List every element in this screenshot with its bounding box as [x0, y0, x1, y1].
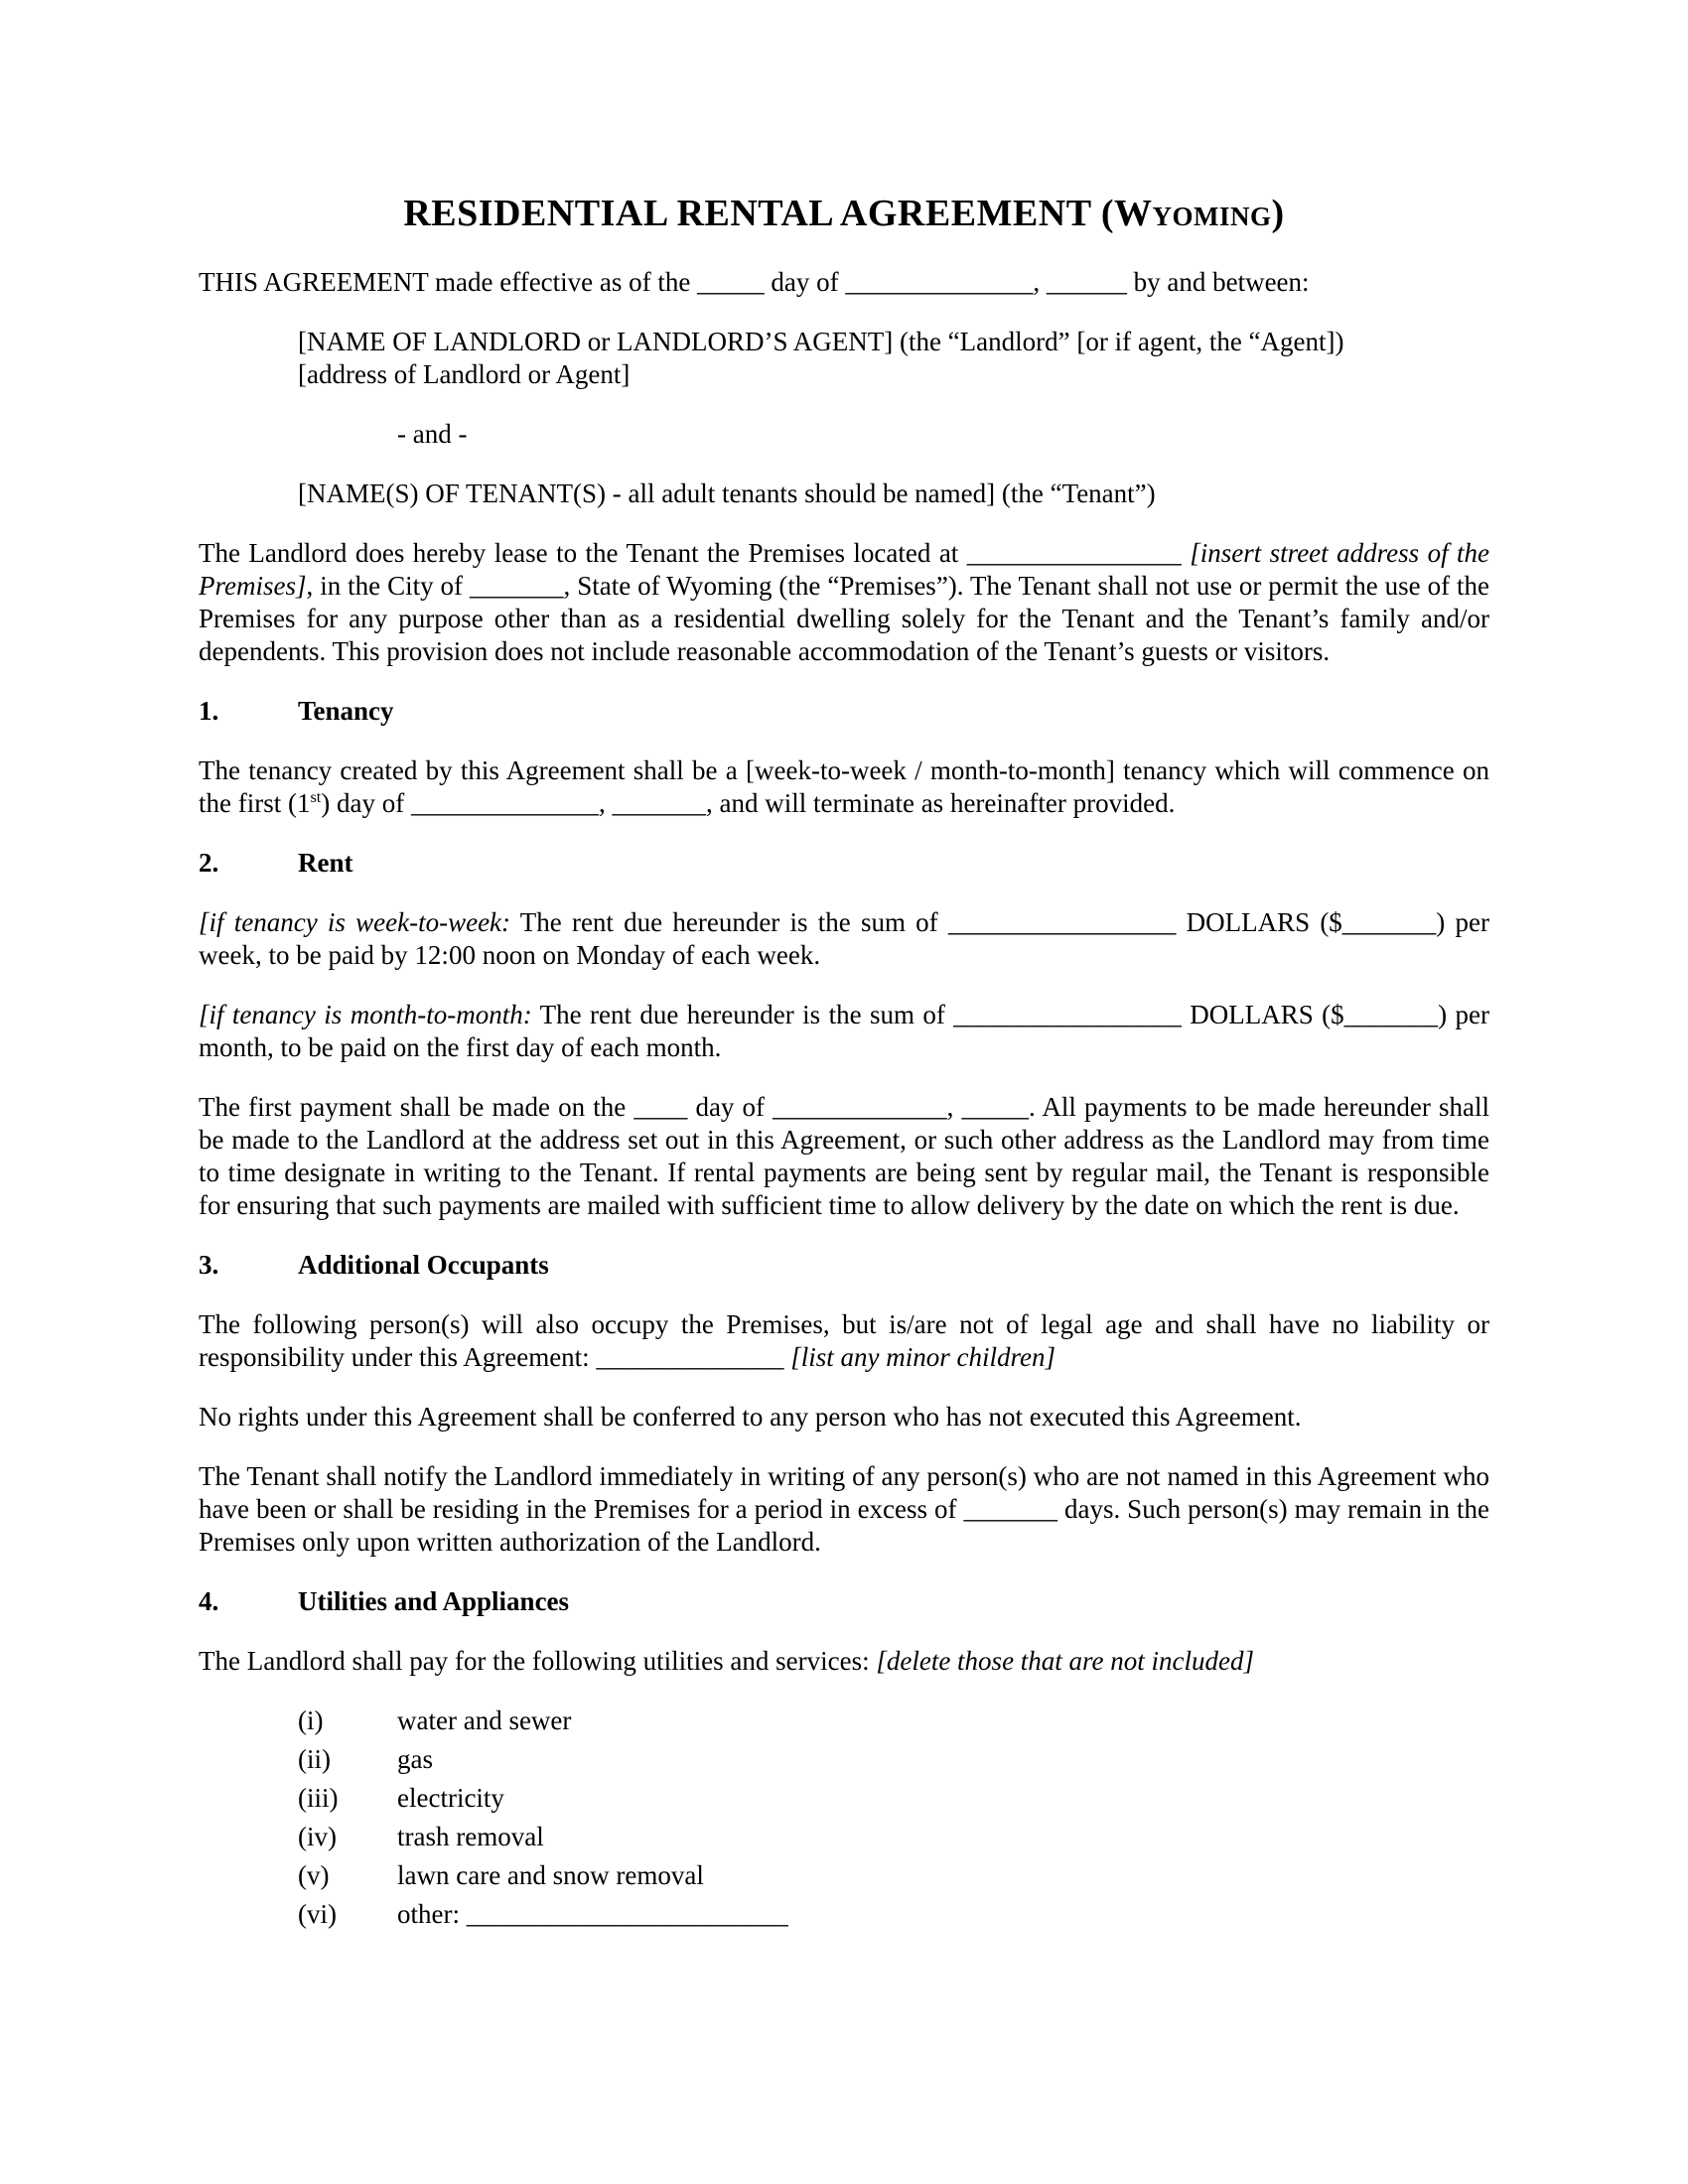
list-item-number: (ii) — [298, 1744, 331, 1774]
document-paragraph — [199, 999, 1489, 1064]
section-title: Tenancy — [298, 696, 394, 726]
section-title: Utilities and Appliances — [298, 1586, 570, 1616]
text-run: The Tenant shall notify the Landlord immediately in writing of any person(s) who are not named in this Agreement who have been or shall be residing in the Premises for a period in excess of _______ days. Such person(s) may remain in the Premises only upon written authorization of the Landlord. — [199, 1461, 1489, 1557]
document-paragraph — [298, 478, 1489, 510]
text-run: The rent due hereunder is the sum of _________________ DOLLARS ($_______) per month, to be paid on the first day of each month. — [199, 1000, 1490, 1062]
section-title: Rent — [298, 848, 353, 878]
list-item-text — [397, 1705, 571, 1737]
text-run: - and - — [397, 419, 468, 449]
text-run: The Landlord shall pay for the following utilities and services: — [199, 1646, 877, 1676]
text-run: The first payment shall be made on the ____ day of _____________, _____. All payments to be made hereunder shall be made to the Landlord at the address set out in this Agreement, or such other address as the Landlord may from time to time designate in writing to the Tenant. If rental payments are being sent by regular mail, the Tenant is responsible for ensuring that such payments are mailed with sufficient time to allow delivery by the date on which the rent is due. — [199, 1092, 1489, 1220]
text-run: [address of Landlord or Agent] — [298, 359, 631, 389]
title-prefix: RESIDENTIAL RENTAL AGREEMENT ( — [403, 193, 1115, 234]
utility-list-item — [298, 1705, 1489, 1737]
section-number: 1. — [199, 696, 219, 726]
document-paragraph — [199, 1401, 1489, 1433]
text-run: No rights under this Agreement shall be conferred to any person who has not executed this Agreement. — [199, 1402, 1302, 1432]
italic-note: [if tenancy is week-to-week: — [199, 907, 511, 937]
document-paragraph — [199, 266, 1489, 299]
document-paragraph — [199, 537, 1489, 668]
section-number: 2. — [199, 848, 219, 878]
section-heading — [199, 695, 1489, 728]
list-item-text — [397, 1782, 504, 1815]
list-item-number: (i) — [298, 1706, 324, 1735]
document-paragraph — [199, 906, 1489, 972]
text-run: [NAME OF LANDLORD or LANDLORD’S AGENT] (the “Landlord” [or if agent, the “Agent]) — [298, 327, 1344, 356]
text-run: water and sewer — [397, 1706, 572, 1735]
text-run: [NAME(S) OF TENANT(S) - all adult tenants should be named] (the “Tenant”) — [298, 478, 1156, 508]
utility-list-item — [298, 1743, 1489, 1776]
list-item-text — [397, 1743, 433, 1776]
list-item-number: (iv) — [298, 1822, 337, 1851]
text-run: The Landlord does hereby lease to the Tenant the Premises located at ________________ — [199, 538, 1191, 568]
list-item-text — [397, 1859, 704, 1892]
italic-note: [insert street address of the Premises] — [199, 538, 1490, 601]
superscript-text: st — [310, 788, 322, 806]
section-number: 3. — [199, 1250, 219, 1280]
text-run: other: ________________________ — [397, 1899, 788, 1929]
utility-list-item — [298, 1859, 1489, 1892]
document-paragraph — [199, 754, 1489, 820]
list-item-text — [397, 1821, 544, 1853]
text-run: lawn care and snow removal — [397, 1860, 704, 1890]
document-title — [199, 191, 1489, 236]
italic-note: [list any minor children] — [790, 1342, 1055, 1372]
section-heading — [199, 1249, 1489, 1282]
document-paragraph — [199, 1645, 1489, 1678]
italic-note: [if tenancy is month-to-month: — [199, 1000, 532, 1029]
text-run: The rent due hereunder is the sum of _________________ DOLLARS ($_______) per week, to be paid by 12:00 noon on Monday of each week. — [199, 907, 1489, 970]
list-item-text — [397, 1898, 788, 1931]
title-suffix: ) — [1271, 193, 1285, 234]
text-run: The tenancy created by this Agreement shall be a [week-to-week / month-to-month] tenancy which will commence on the first (1 — [199, 755, 1489, 818]
document-paragraph — [199, 1460, 1489, 1559]
list-item-number: (v) — [298, 1860, 330, 1890]
document-paragraph — [199, 1308, 1489, 1374]
text-run: , in the City of _______, State of Wyoming (the “Premises”). The Tenant shall not use or permit the use of the Premises for any purpose other than as a residential dwelling solely for the Tenant and the Tenant’s family and/or dependents. This provision does not include reasonable accommodation of the Tenant’s guests or visitors. — [199, 571, 1489, 666]
section-heading — [199, 847, 1489, 880]
text-run: ) day of ______________, _______, and will terminate as hereinafter provided. — [321, 788, 1176, 818]
section-title: Additional Occupants — [298, 1250, 549, 1280]
document-paragraph — [298, 358, 1489, 391]
utility-list-item — [298, 1782, 1489, 1815]
text-run: electricity — [397, 1783, 504, 1813]
text-run: trash removal — [397, 1822, 544, 1851]
list-item-number: (iii) — [298, 1783, 339, 1813]
title-state: Wyoming — [1114, 193, 1272, 234]
document-paragraph — [298, 326, 1489, 358]
italic-note: [delete those that are not included] — [876, 1646, 1255, 1676]
section-heading — [199, 1585, 1489, 1618]
text-run: The following person(s) will also occupy the Premises, but is/are not of legal age and shall have no liability or responsibility under this Agreement: ______________ — [199, 1309, 1489, 1372]
document-paragraph — [397, 418, 1489, 451]
list-item-number: (vi) — [298, 1899, 337, 1929]
utility-list-item — [298, 1898, 1489, 1931]
utility-list-item — [298, 1821, 1489, 1853]
document-paragraph — [199, 1091, 1489, 1222]
document-body — [199, 266, 1489, 1931]
text-run: gas — [397, 1744, 433, 1774]
section-number: 4. — [199, 1586, 219, 1616]
text-run: THIS AGREEMENT made effective as of the _____ day of ______________, ______ by and between: — [199, 267, 1310, 297]
